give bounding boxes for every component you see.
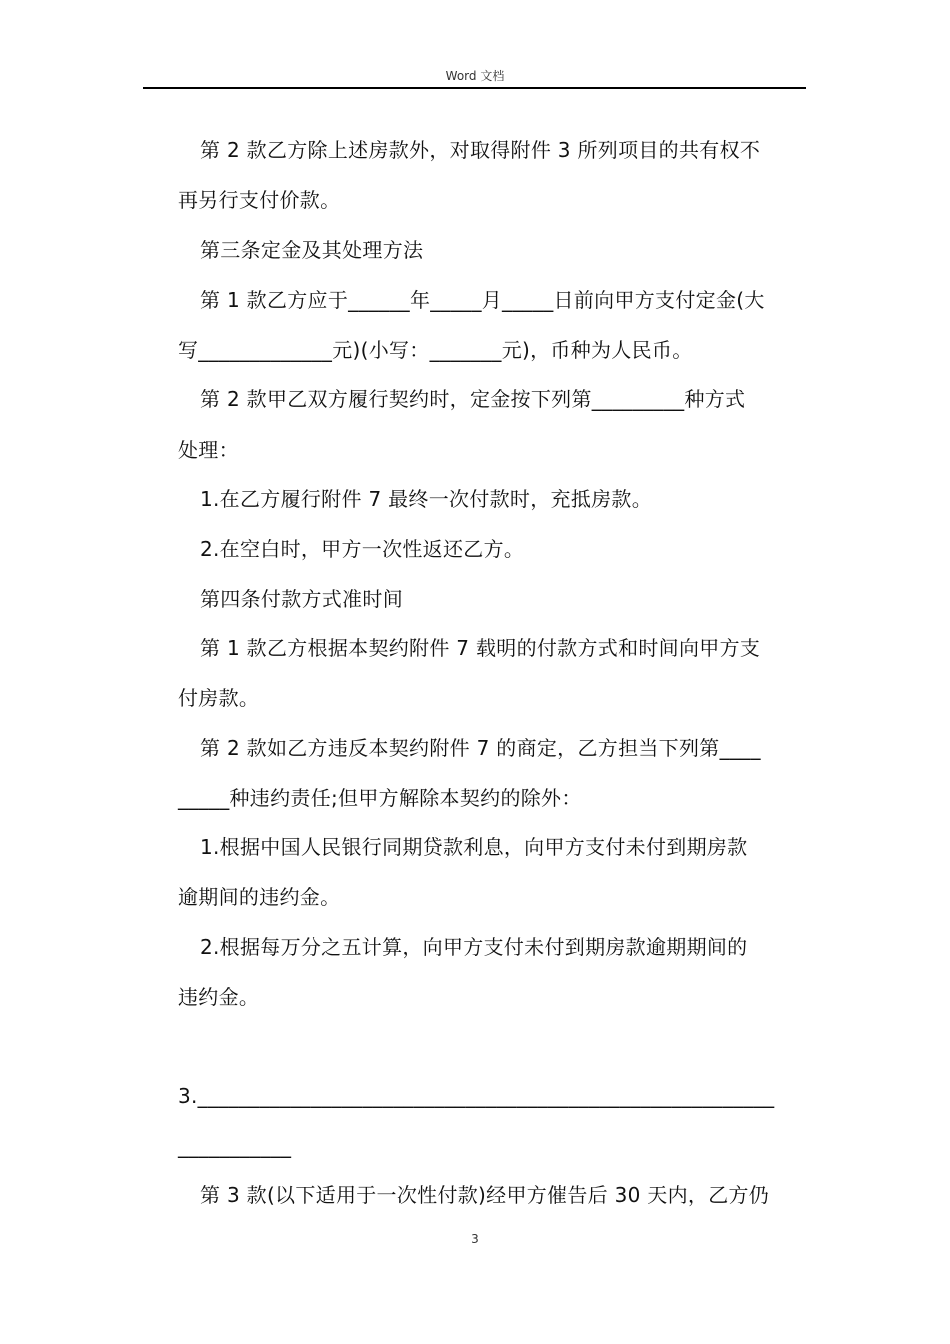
- list-item: 1.在乙方履行附件 7 最终一次付款时，充抵房款。: [200, 487, 653, 511]
- paragraph-line: _____种违约责任;但甲方解除本契约的除外：: [178, 786, 582, 810]
- paragraph-line: 第 3 款(以下适用于一次性付款)经甲方催告后 30 天内，乙方仍: [200, 1183, 770, 1207]
- section-heading: 第三条定金及其处理方法: [200, 238, 424, 262]
- paragraph-line: 违约金。: [178, 985, 260, 1009]
- paragraph-line: 写_____________元)(小写：_______元)，币种为人民币。: [178, 338, 693, 362]
- paragraph-line: ___________: [178, 1134, 292, 1158]
- section-heading: 第四条付款方式准时间: [200, 587, 403, 611]
- list-item: 2.根据每万分之五计算，向甲方支付未付到期房款逾期期间的: [200, 935, 748, 959]
- list-item: 3.________________________________________________________: [178, 1084, 775, 1108]
- list-item: 1.根据中国人民银行同期贷款利息，向甲方支付未付到期房款: [200, 835, 748, 859]
- paragraph-line: 逾期间的违约金。: [178, 885, 341, 909]
- paragraph-line: 第 1 款乙方根据本契约附件 7 载明的付款方式和时间向甲方支: [200, 636, 761, 660]
- paragraph-line: 处理：: [178, 438, 239, 462]
- page-header: Word 文档: [445, 69, 505, 83]
- paragraph-line: 第 2 款甲乙双方履行契约时，定金按下列第_________种方式: [200, 387, 746, 411]
- paragraph-line: 再另行支付价款。: [178, 188, 341, 212]
- paragraph-line: 第 2 款如乙方违反本契约附件 7 的商定，乙方担当下列第____: [200, 736, 761, 760]
- paragraph-line: 第 2 款乙方除上述房款外，对取得附件 3 所列项目的共有权不: [200, 138, 761, 162]
- paragraph-line: 第 1 款乙方应于______年_____月_____日前向甲方支付定金(大: [200, 288, 765, 312]
- list-item: 2.在空白时，甲方一次性返还乙方。: [200, 537, 525, 561]
- header-divider: [143, 87, 806, 89]
- paragraph-line: 付房款。: [178, 686, 260, 710]
- page-number: 3: [471, 1232, 479, 1246]
